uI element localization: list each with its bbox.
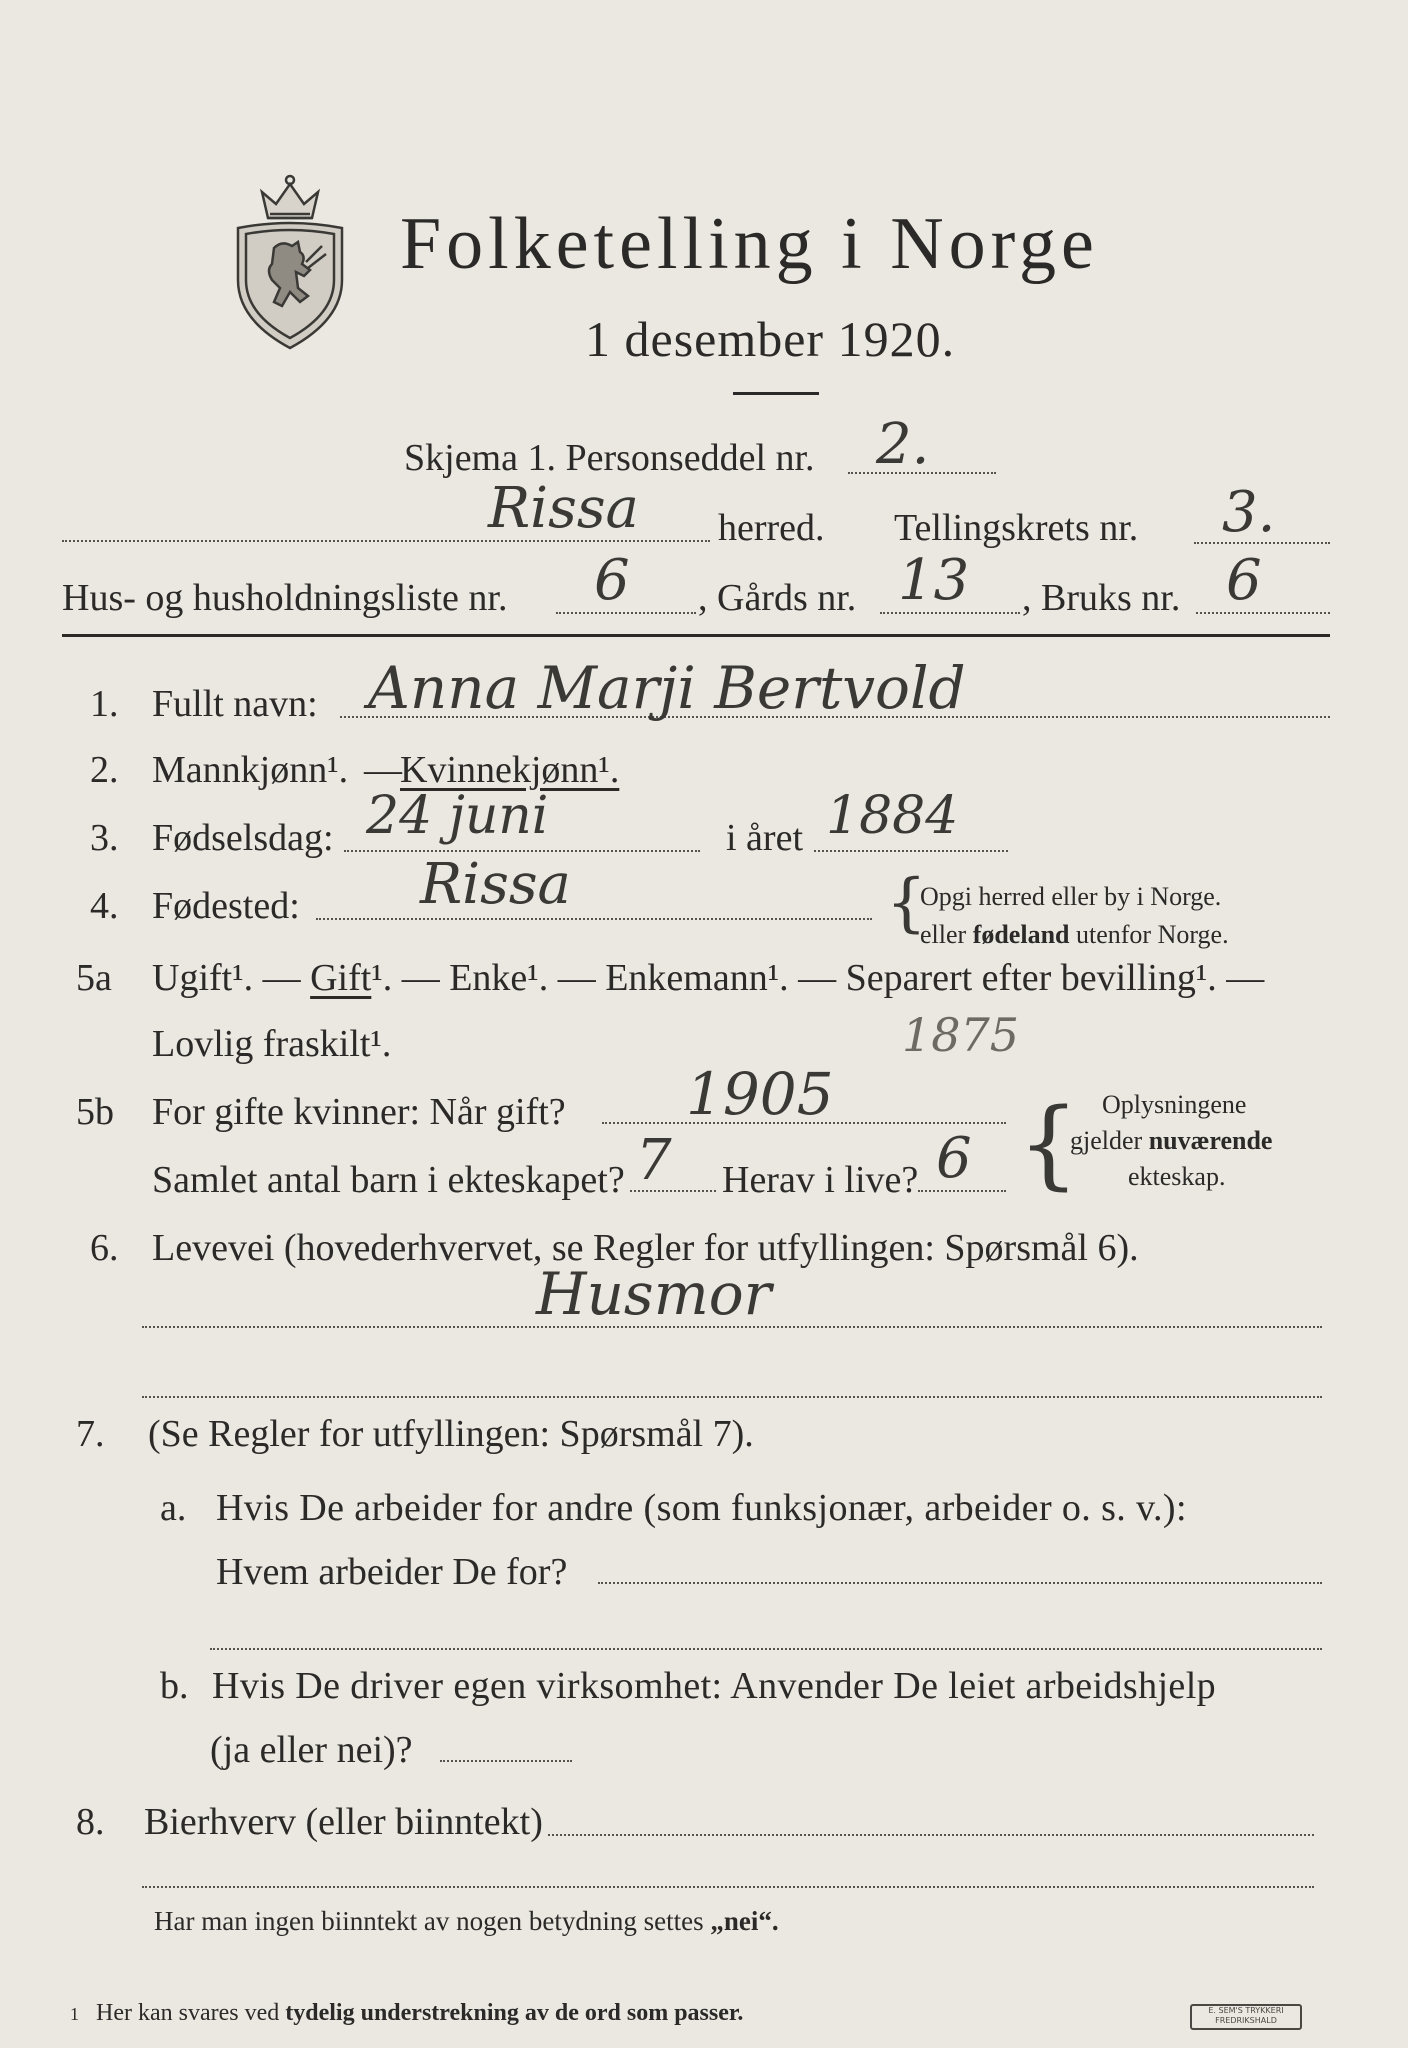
q5b-number: 5b (76, 1091, 114, 1133)
birthday-value: 24 juni (366, 786, 549, 846)
q3-label: Fødselsdag: (152, 817, 334, 859)
q7b-dotted-line (440, 1760, 572, 1762)
q4-note-line2-bold: fødeland (972, 920, 1070, 949)
q7a-dotted-line-1 (598, 1582, 1322, 1584)
q7-number: 7. (76, 1413, 105, 1455)
printer-stamp-line1: E. SEM'S TRYKKERI (1208, 2006, 1284, 2015)
herred-value: Rissa (488, 476, 639, 541)
q4-note-line2-c: utenfor Norge. (1069, 920, 1229, 949)
footnote-mark: 1 (70, 2004, 79, 2024)
q7a-label: Hvis De arbeider for andre (som funksjonær, arbeider o. s. v.): (216, 1487, 1187, 1529)
married-women-label: For gifte kvinner: Når gift? (152, 1091, 566, 1133)
q7a-dotted-line-2 (210, 1648, 1322, 1650)
q1-label: Fullt navn: (152, 683, 318, 725)
marital-status-options (152, 956, 1264, 1000)
bruks-value: 6 (1226, 548, 1262, 613)
q5b-note-line3: ekteskap. (1128, 1162, 1226, 1191)
q8-label: Bierhverv (eller biinntekt) (144, 1801, 543, 1843)
gards-label: , Gårds nr. (698, 577, 857, 619)
unmarried-option: Ugift¹. — (152, 957, 311, 999)
husholdningsliste-label: Hus- og husholdningsliste nr. (62, 577, 508, 619)
q4-number: 4. (90, 885, 119, 927)
q7b-letter: b. (160, 1665, 189, 1707)
divorced-option: Lovlig fraskilt¹. (152, 1023, 392, 1065)
printer-stamp-line2: FREDRIKSHALD (1215, 2016, 1277, 2025)
q7a-letter: a. (160, 1487, 187, 1529)
other-marital-options: ¹. — Enke¹. — Enkemann¹. — Separert efter bevilling¹. — (371, 957, 1265, 999)
q4-note-line2-a: eller (920, 920, 973, 949)
q8-note-text: Har man ingen biinntekt av nogen betydning settes (154, 1906, 711, 1936)
form-title: Folketelling i Norge (400, 203, 1099, 285)
herred-label: herred. (718, 507, 825, 549)
male-option: Mannkjønn¹. (152, 749, 349, 791)
header-divider (62, 634, 1330, 637)
q8-note (154, 1906, 779, 1937)
footnote-text (96, 2000, 743, 2027)
children-total-label: Samlet antal barn i ekteskapet? (152, 1159, 625, 1201)
bruks-dotted-line (1196, 612, 1330, 614)
q5a-number: 5a (76, 957, 112, 999)
tellingskrets-label: Tellingskrets nr. (894, 507, 1139, 549)
coat-of-arms-icon (230, 170, 350, 352)
q5b-note-brace: { (1018, 1088, 1080, 1200)
q6-number: 6. (90, 1227, 119, 1269)
q7b-label2: (ja eller nei)? (210, 1729, 413, 1771)
birth-year-value: 1884 (826, 786, 959, 846)
q5b-note-line2-bold: nuværende (1148, 1126, 1273, 1155)
q2-separator: — (364, 749, 402, 791)
occupation-dotted-line-1 (142, 1326, 1322, 1328)
tellingskrets-value: 3. (1222, 480, 1276, 545)
children-alive-value: 6 (936, 1126, 972, 1191)
q8-dotted-line-2 (142, 1886, 1314, 1888)
q5b-note-line2-a: gjelder (1070, 1126, 1149, 1155)
occupation-value: Husmor (536, 1260, 772, 1328)
schema-value: 2. (876, 412, 930, 477)
q8-note-nei: „nei“. (710, 1906, 779, 1936)
married-year-note-value: 1875 (902, 1008, 1020, 1062)
gards-value: 13 (898, 548, 970, 613)
printer-stamp (1190, 2004, 1302, 2030)
q5b-note-line1: Oplysningene (1102, 1090, 1247, 1119)
q7b-label: Hvis De driver egen virksomhet: Anvender De leiet arbeidshjelp (212, 1665, 1217, 1707)
q7a-label2: Hvem arbeider De for? (216, 1551, 568, 1593)
female-option-underlined: Kvinnekjønn¹. (400, 749, 620, 791)
footnote-text-bold: tydelig understrekning av de ord som passer. (285, 2000, 744, 2026)
married-year-value: 1905 (686, 1060, 834, 1128)
footnote-text-a: Her kan svares ved (96, 2000, 286, 2026)
q8-number: 8. (76, 1801, 105, 1843)
q4-label: Fødested: (152, 885, 300, 927)
full-name-value: Anna Marji Bertvold (368, 654, 966, 722)
q8-dotted-line-1 (548, 1834, 1314, 1836)
title-divider (733, 392, 819, 395)
q2-number: 2. (90, 749, 119, 791)
husholdningsliste-value: 6 (594, 548, 630, 613)
birthplace-value: Rissa (420, 852, 571, 917)
q4-note-line1: Opgi herred eller by i Norge. (920, 882, 1222, 911)
q5b-note-line2 (1070, 1126, 1272, 1156)
q4-note-line2 (920, 920, 1229, 950)
schema-label: Skjema 1. Personseddel nr. (404, 437, 815, 479)
year-label: i året (726, 817, 804, 859)
q7-label: (Se Regler for utfyllingen: Spørsmål 7). (148, 1413, 754, 1455)
q4-note-brace: { (886, 866, 927, 940)
census-date: 1 desember 1920. (585, 311, 956, 367)
occupation-dotted-line-2 (142, 1396, 1322, 1398)
birthplace-dotted-line (316, 918, 872, 920)
q1-number: 1. (90, 683, 119, 725)
q3-number: 3. (90, 817, 119, 859)
year-dotted-line (814, 850, 1008, 852)
children-total-value: 7 (636, 1128, 672, 1193)
bruks-label: , Bruks nr. (1022, 577, 1181, 619)
q6-label: Levevei (hovederhvervet, se Regler for utfyllingen: Spørsmål 6). (152, 1227, 1139, 1269)
children-alive-label: Herav i live? (722, 1159, 919, 1201)
married-option-underlined: Gift (310, 957, 372, 999)
